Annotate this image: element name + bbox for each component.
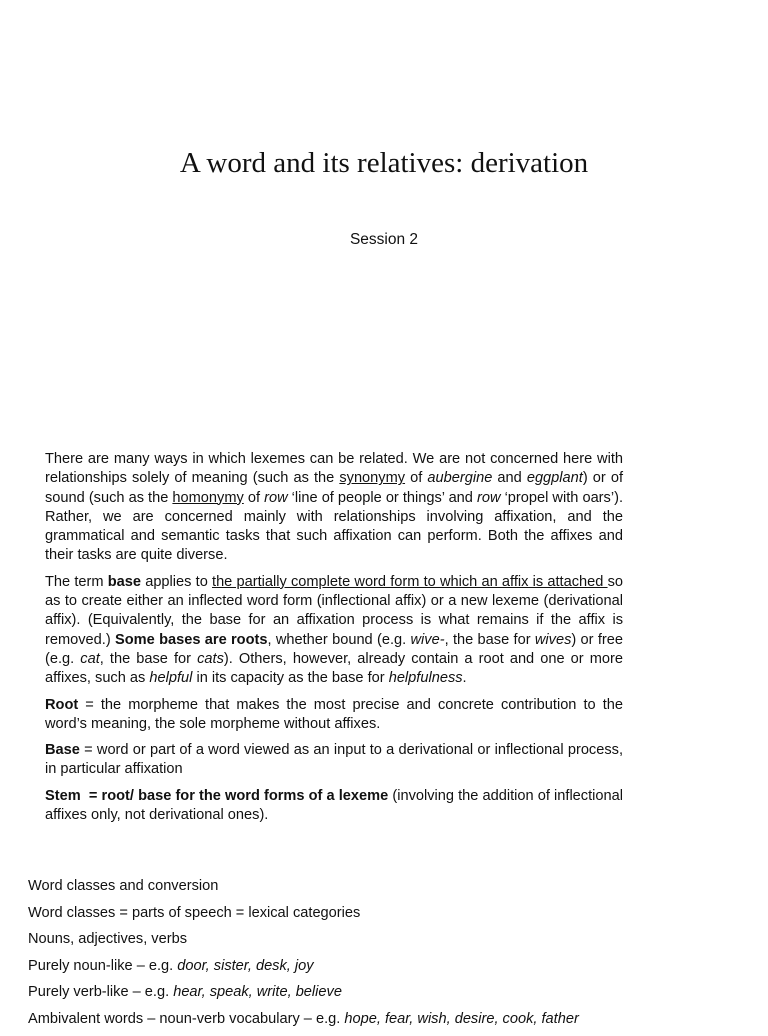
list-item: Word classes = parts of speech = lexical categories — [28, 904, 361, 921]
paragraph-intro: There are many ways in which lexemes can be related. We are not concerned here with relationships solely of meaning (such as the synonymy of aubergine and eggplant) or of sound (such as the homonymy of row ‘line of people or things’ and row ‘propel with oars’). Rather, we are concerned mainly with relationships involving affixation, and the grammatical and semantic tasks that such affixation can perform. Both the affixes and their tasks are quite diverse. — [45, 451, 623, 564]
paragraph-base: The term base applies to the partially complete word form to which an affix is attached so as to create either an inflected word form (inflectional affix) or a new lexeme (derivational affix). (Equivalently, the base for an affixation process is what remains if the affix is removed.) Some bases are roots, whether bound (e.g. wive-, the base for wives) or free (e.g. cat, the base for cats). Others, however, already contain a root and one or more affixes, such as helpful in its capacity as the base for helpfulness. — [45, 573, 623, 687]
list-item: Purely noun-like – e.g. door, sister, desk, joy — [28, 957, 314, 974]
body-text — [45, 450, 623, 825]
synonymy-term: synonymy — [339, 470, 406, 487]
session-subtitle: Session 2 — [349, 231, 419, 248]
stem-definition: Stem = root/ base for the word forms of a lexeme (involving the addition of inflectional affixes only, not derivational ones). — [45, 787, 623, 824]
list-item: Nouns, adjectives, verbs — [28, 931, 187, 947]
word-classes-list — [28, 877, 748, 1036]
list-item: Purely verb-like – e.g. hear, speak, write, believe — [28, 984, 342, 1000]
base-term: base — [107, 573, 141, 590]
base-definition-paragraph: Base = word or part of a word viewed as an input to a derivational or inflectional process, in particular affixation — [45, 742, 623, 778]
root-definition: Root = the morpheme that makes the most precise and concrete contribution to the word’s meaning, the sole morpheme without affixes. — [45, 696, 623, 732]
homonymy-term: homonymy — [172, 489, 244, 506]
document-title: A word and its relatives: derivation — [179, 147, 589, 179]
list-item: Word classes and conversion — [28, 878, 219, 894]
base-definition: the partially complete word form to which an affix is attached — [212, 573, 608, 590]
list-item: Ambivalent words – noun-verb vocabulary – e.g. hope, fear, wish, desire, cook, father — [28, 1010, 579, 1027]
